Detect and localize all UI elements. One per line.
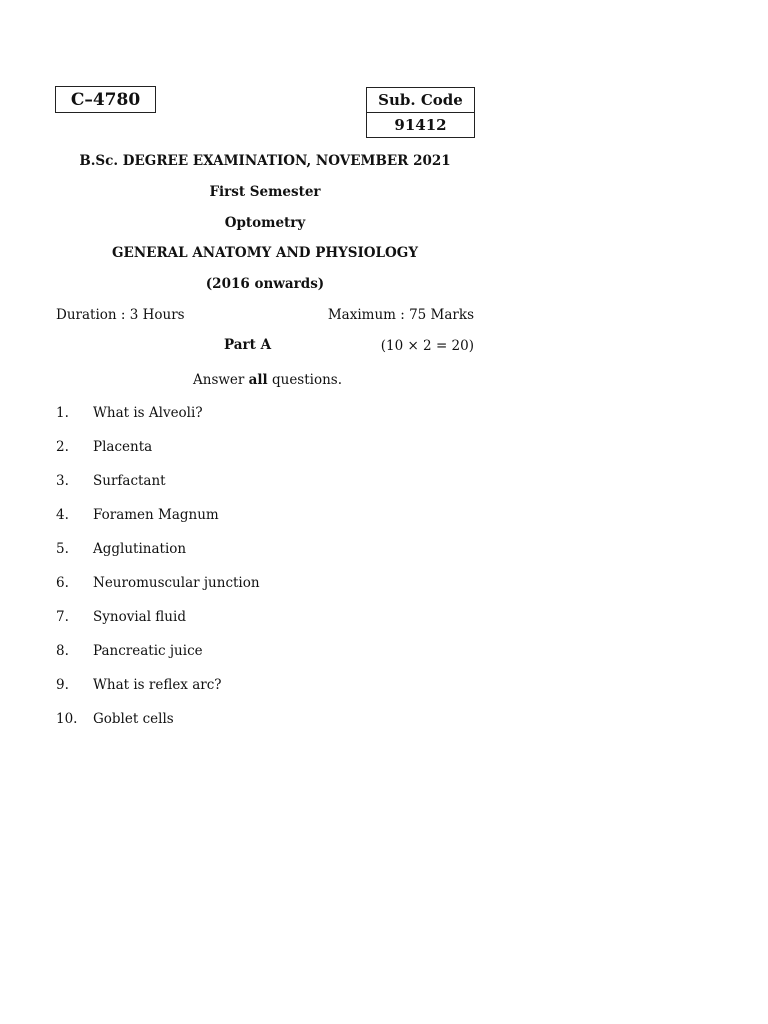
question-text: Foramen Magnum bbox=[93, 507, 219, 523]
question-text: Goblet cells bbox=[93, 711, 174, 727]
part-a-title: Part A bbox=[224, 337, 272, 353]
question-text: Pancreatic juice bbox=[93, 643, 203, 659]
question-number: 2. bbox=[56, 439, 69, 455]
question-number: 8. bbox=[56, 643, 69, 659]
question-number: 1. bbox=[56, 405, 69, 421]
instruction bbox=[193, 372, 342, 388]
question-text: What is Alveoli? bbox=[93, 405, 203, 421]
max-marks: Maximum : 75 Marks bbox=[327, 307, 474, 323]
paper-code: C–4780 bbox=[70, 89, 141, 110]
question-number: 10. bbox=[56, 711, 78, 727]
sub-code-box bbox=[366, 87, 475, 138]
subject-title: GENERAL ANATOMY AND PHYSIOLOGY bbox=[112, 245, 418, 261]
part-a-marks: (10 × 2 = 20) bbox=[380, 338, 474, 354]
question-text: Synovial fluid bbox=[93, 609, 186, 625]
sub-code-label: Sub. Code bbox=[378, 91, 463, 109]
question-number: 7. bbox=[56, 609, 69, 625]
question-text: What is reflex arc? bbox=[93, 677, 222, 693]
question-text: Placenta bbox=[93, 439, 153, 455]
instruction-prefix: Answer bbox=[193, 372, 249, 388]
duration: Duration : 3 Hours bbox=[56, 307, 185, 323]
question-text: Agglutination bbox=[93, 541, 187, 557]
paper-code-box bbox=[55, 86, 156, 113]
question-text: Neuromuscular junction bbox=[93, 575, 260, 591]
question-text: Surfactant bbox=[93, 473, 166, 489]
question-number: 6. bbox=[56, 575, 69, 591]
semester: First Semester bbox=[209, 184, 321, 200]
scheme: (2016 onwards) bbox=[205, 276, 325, 292]
instruction-emphasis: all bbox=[248, 372, 268, 388]
program: Optometry bbox=[224, 215, 306, 231]
exam-title: B.Sc. DEGREE EXAMINATION, NOVEMBER 2021 bbox=[79, 153, 451, 169]
question-number: 4. bbox=[56, 507, 69, 523]
instruction-suffix: questions. bbox=[267, 372, 343, 388]
question-number: 3. bbox=[56, 473, 69, 489]
question-number: 9. bbox=[56, 677, 69, 693]
sub-code-value: 91412 bbox=[367, 112, 474, 137]
question-number: 5. bbox=[56, 541, 69, 557]
